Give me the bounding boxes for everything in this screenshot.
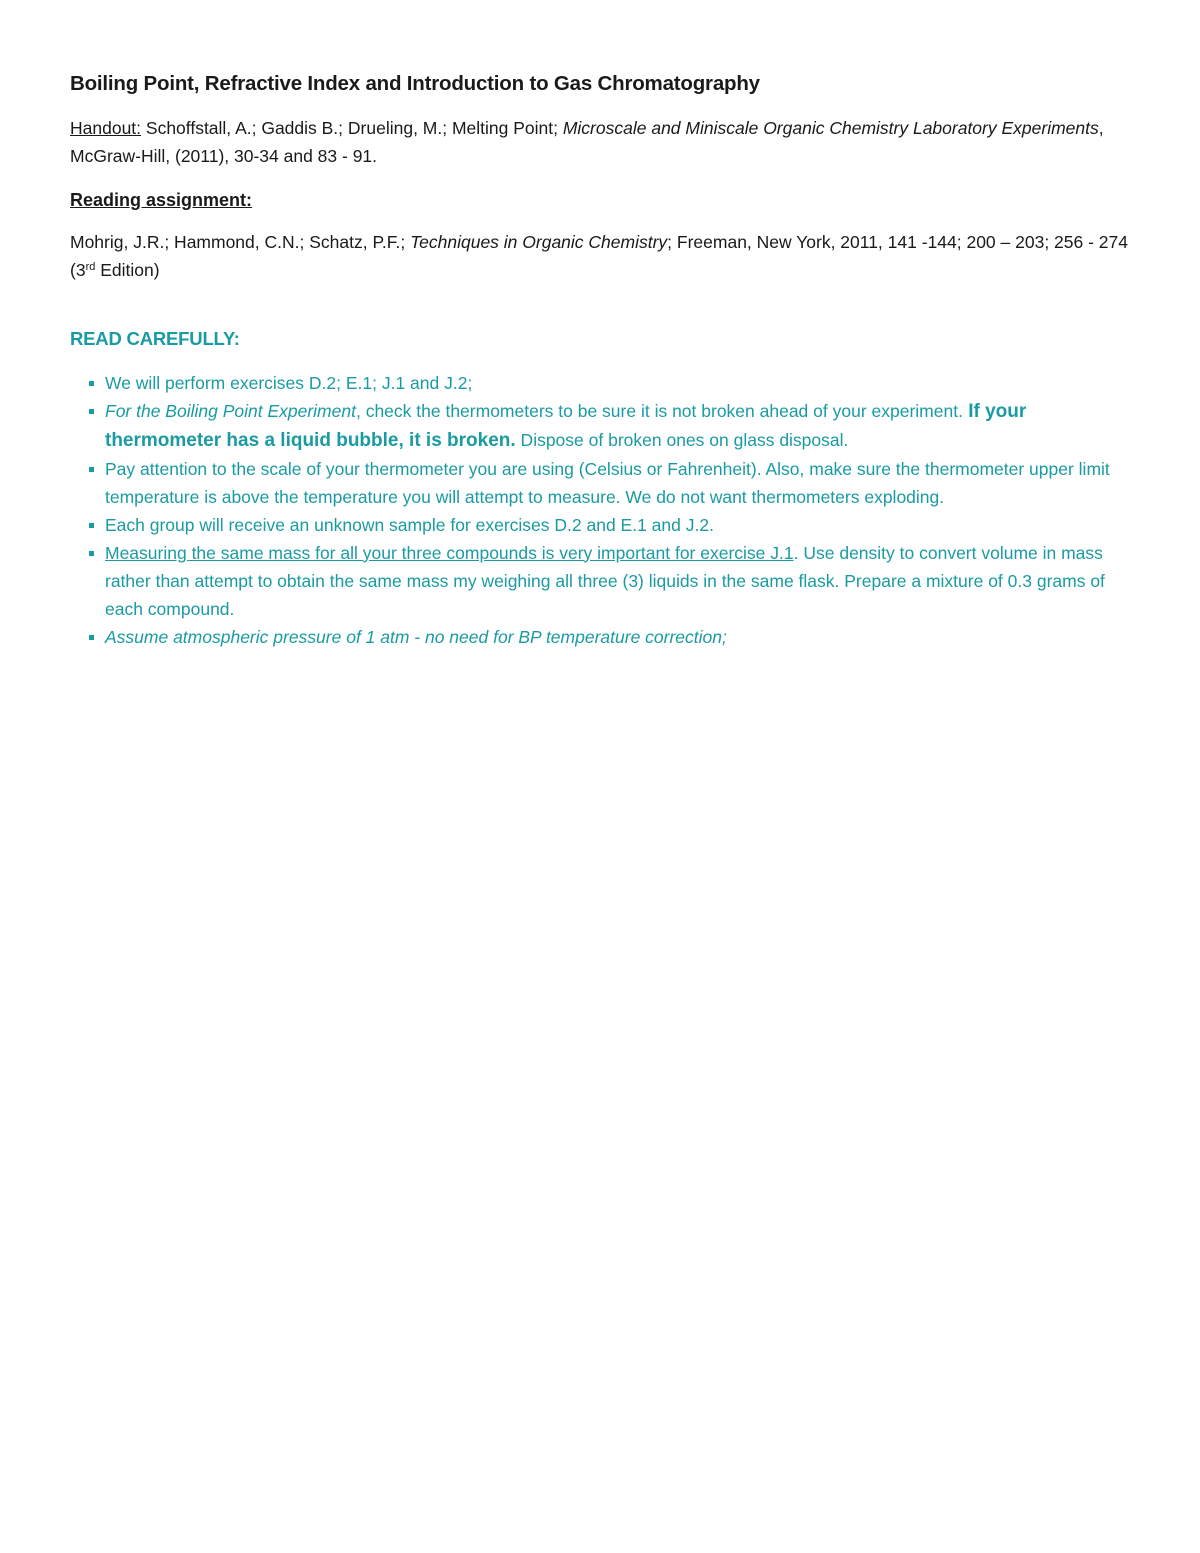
list-item-text: Each group will receive an unknown sample for exercises D.2 and E.1 and J.2.: [105, 514, 714, 535]
list-item-text: , check the thermometers to be sure it is not broken ahead of your experiment.: [355, 400, 963, 421]
list-item: [70, 369, 1130, 397]
reading-pages: ; Freeman, New York, 2011, 141 -144; 200 – 203; 256 - 274 (3: [70, 232, 1128, 280]
reading-heading: Reading assignment:: [70, 190, 253, 210]
list-item-bold: If your thermometer has a liquid bubble, it is broken.: [105, 400, 1027, 451]
list-item: [70, 455, 1130, 511]
list-item-italic: For the Boiling Point Experiment: [105, 400, 356, 421]
list-item-text: Dispose of broken ones on glass disposal.: [515, 429, 849, 450]
list-item-text: We will perform exercises D.2; E.1; J.1 and J.2;: [105, 372, 473, 393]
square-bullet-icon: [89, 523, 94, 528]
square-bullet-icon: [89, 381, 94, 386]
list-item-underlined: Measuring the same mass for all your three compounds is very important for exercise J.1: [105, 542, 794, 563]
handout-label: Handout:: [70, 118, 142, 138]
document-content: [70, 72, 1130, 651]
square-bullet-icon: [89, 409, 94, 414]
list-item-text: . Use density to convert volume in mass rather than attempt to obtain the same mass my weighing all three (3) liquids in the same flask. Prepare a mixture of 0.3 grams of each compound.: [105, 542, 1105, 619]
list-item: [70, 511, 1130, 539]
reading-book-title: Techniques in Organic Chemistry: [410, 232, 668, 252]
reading-edition: Edition): [95, 260, 160, 280]
handout-book-title: Microscale and Miniscale Organic Chemistry Laboratory Experiments: [562, 118, 1099, 138]
list-item-text: Pay attention to the scale of your thermometer you are using (Celsius or Fahrenheit). Also, make sure the thermometer upper limit temperature is above the temperature you will attempt to measure. We do not want thermometers exploding.: [105, 458, 1110, 507]
reading-edition-sup: rd: [85, 260, 96, 273]
square-bullet-icon: [89, 635, 94, 640]
reading-authors: Mohrig, J.R.; Hammond, C.N.; Schatz, P.F.;: [70, 232, 411, 252]
list-item: [70, 623, 1130, 651]
read-carefully-heading: READ CAREFULLY:: [70, 328, 240, 349]
handout-citation: [70, 114, 1130, 170]
instruction-list: [70, 369, 1130, 651]
list-item: [70, 397, 1130, 455]
list-item: [70, 539, 1130, 623]
reading-citation: [70, 228, 1130, 284]
square-bullet-icon: [89, 551, 94, 556]
page-title: Boiling Point, Refractive Index and Introduction to Gas Chromatography: [70, 72, 760, 95]
square-bullet-icon: [89, 467, 94, 472]
list-item-italic: Assume atmospheric pressure of 1 atm - no need for BP temperature correction;: [105, 626, 727, 647]
handout-publisher: , McGraw-Hill, (2011), 30-34 and 83 - 91.: [70, 118, 1104, 166]
handout-authors: Schoffstall, A.; Gaddis B.; Drueling, M.; Melting Point;: [141, 118, 563, 138]
